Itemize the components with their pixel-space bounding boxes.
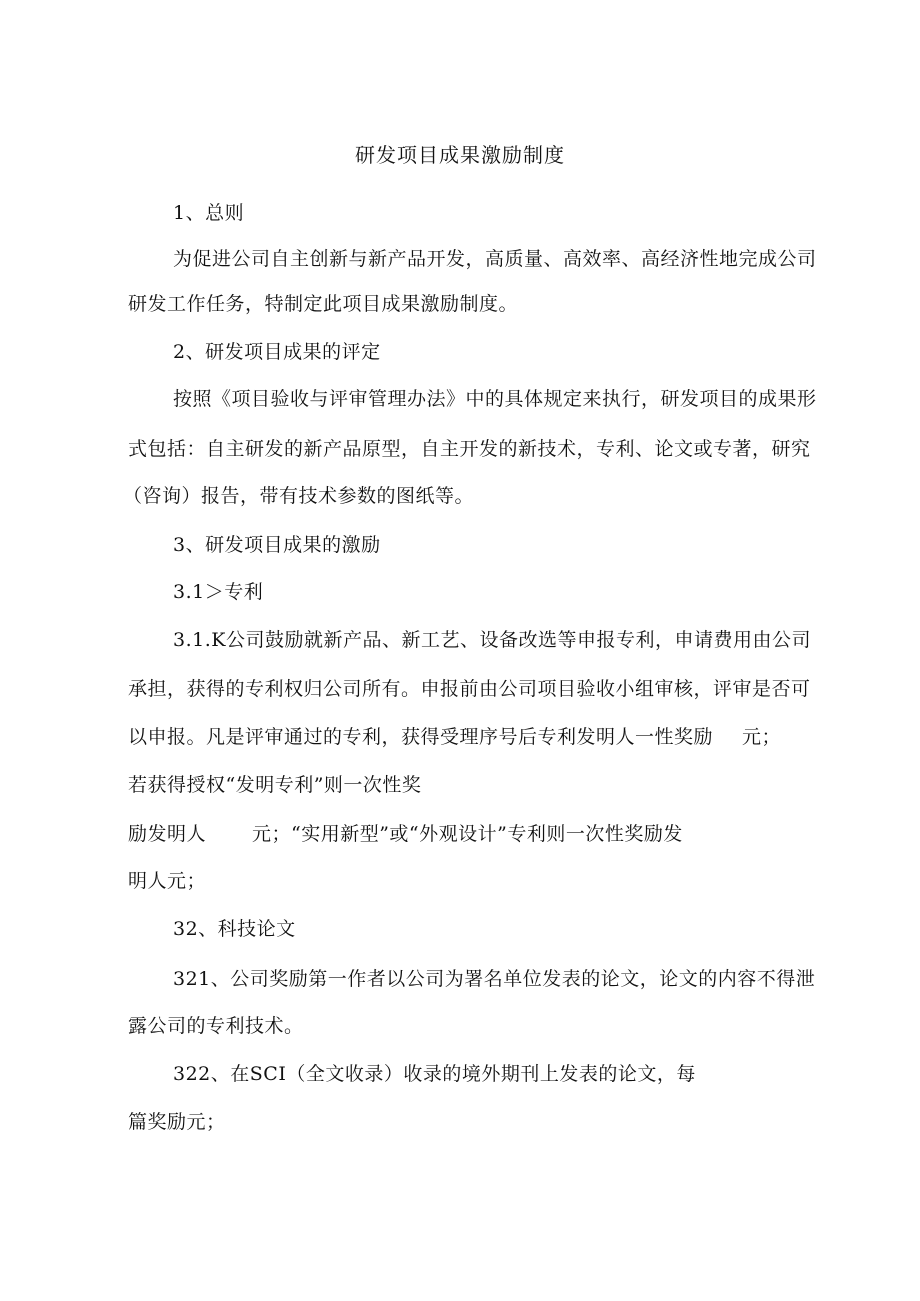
paragraph-line: 露公司的专利技术。 [128,1015,304,1037]
paragraph-line: 式包括：自主研发的新产品原型，自主开发的新技术，专利、论文或专著，研究 [128,438,811,460]
paragraph-line: 研发工作任务，特制定此项目成果激励制度。 [128,293,519,315]
paragraph-line: 321、公司奖励第一作者以公司为署名单位发表的论文，论文的内容不得泄 [173,968,816,990]
paragraph-line: 篇奖励元； [128,1111,226,1133]
paragraph-line: 若获得授权“发明专利”则一次性奖 [128,774,422,796]
paragraph-line: 3.1.K公司鼓励就新产品、新工艺、设备改选等申报专利，申请费用由公司 [173,629,811,651]
paragraph-line-tail: 元； [742,726,782,748]
section-heading-incentive: 3、研发项目成果的激励 [173,534,381,556]
paragraph-line: 为促进公司自主创新与新产品开发，高质量、高效率、高经济性地完成公司 [173,248,817,270]
paragraph-line: 承担，获得的专利权归公司所有。申报前由公司项目验收小组审核，评审是否可 [128,678,811,700]
section-heading-general: 1、总则 [173,202,245,224]
paragraph-line: 322、在SCI（全文收录）收录的境外期刊上发表的论文，每 [173,1063,696,1085]
paragraph-line: 按照《项目验收与评审管理办法》中的具体规定来执行，研发项目的成果形 [173,388,817,410]
paragraph-line: 元；“实用新型”或“外观设计”专利则一次性奖励发 [252,823,683,845]
subsection-heading-patent: 3.1＞专利 [173,581,264,603]
document-title: 研发项目成果激励制度 [355,143,565,167]
paragraph-line: （咨询）报告，带有技术参数的图纸等。 [123,485,475,507]
paragraph-line: 以申报。凡是评审通过的专利，获得受理序号后专利发明人一性奖励 [128,726,714,748]
paragraph-line: 明人元； [128,870,207,892]
paragraph-line: 励发明人 [128,823,207,845]
subsection-heading-papers: 32、科技论文 [173,918,296,940]
section-heading-evaluation: 2、研发项目成果的评定 [173,341,381,363]
